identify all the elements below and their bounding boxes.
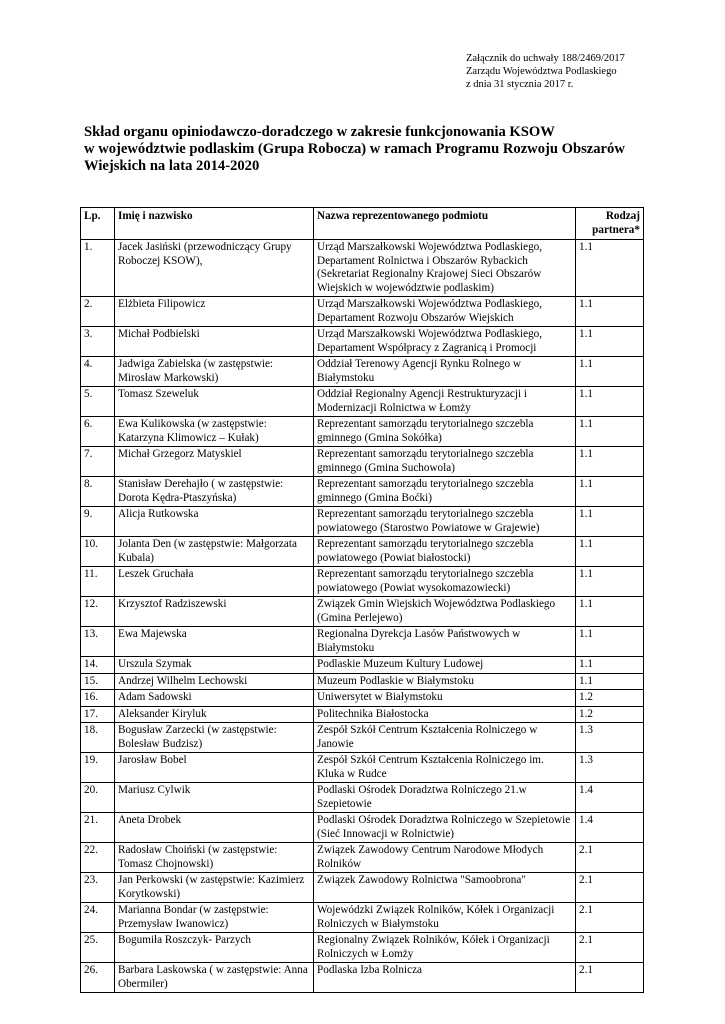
cell-entity: Politechnika Białostocka <box>314 706 576 723</box>
cell-lp: 21. <box>81 813 115 843</box>
cell-lp: 4. <box>81 357 115 387</box>
cell-name: Barbara Laskowska ( w zastępstwie: Anna Obermiler) <box>115 963 314 993</box>
cell-name: Ewa Majewska <box>115 627 314 657</box>
annex-line-2: Zarządu Województwa Podlaskiego <box>466 66 617 77</box>
header-partner-type: Rodzaj partnera* <box>576 208 644 240</box>
cell-entity: Reprezentant samorządu terytorialnego szczebla powiatowego (Starostwo Powiatowe w Grajewie) <box>314 507 576 537</box>
cell-lp: 8. <box>81 477 115 507</box>
cell-partner-type: 2.1 <box>576 963 644 993</box>
cell-entity: Urząd Marszałkowski Województwa Podlaskiego, Departament Rolnictwa i Obszarów Rybackich (Sekretariat Regionalny Krajowej Sieci Obszarów Wiejskich w województwie podlaskim) <box>314 240 576 297</box>
table-row <box>81 297 644 327</box>
cell-partner-type: 1.3 <box>576 753 644 783</box>
cell-entity: Urząd Marszałkowski Województwa Podlaskiego, Departament Rozwoju Obszarów Wiejskich <box>314 297 576 327</box>
table-row <box>81 723 644 753</box>
cell-lp: 6. <box>81 417 115 447</box>
cell-partner-type: 1.4 <box>576 783 644 813</box>
table-row <box>81 627 644 657</box>
table-row <box>81 387 644 417</box>
cell-name: Adam Sadowski <box>115 690 314 707</box>
document-title <box>84 124 654 175</box>
cell-name: Krzysztof Radziszewski <box>115 597 314 627</box>
cell-name: Elżbieta Filipowicz <box>115 297 314 327</box>
cell-name: Michał Grzegorz Matyskiel <box>115 447 314 477</box>
cell-name: Michał Podbielski <box>115 327 314 357</box>
cell-name: Radosław Choiński (w zastępstwie: Tomasz Chojnowski) <box>115 843 314 873</box>
cell-name: Mariusz Cylwik <box>115 783 314 813</box>
table-row <box>81 477 644 507</box>
table-row <box>81 657 644 674</box>
table-row <box>81 673 644 690</box>
cell-name: Ewa Kulikowska (w zastępstwie: Katarzyna Klimowicz – Kułak) <box>115 417 314 447</box>
cell-name: Bogumiła Roszczyk- Parzych <box>115 933 314 963</box>
cell-name: Aneta Drobek <box>115 813 314 843</box>
table-row <box>81 537 644 567</box>
cell-entity: Regionalna Dyrekcja Lasów Państwowych w Białymstoku <box>314 627 576 657</box>
cell-name: Jadwiga Zabielska (w zastępstwie: Mirosław Markowski) <box>115 357 314 387</box>
annex-line-3: z dnia 31 stycznia 2017 r. <box>466 79 574 90</box>
cell-partner-type: 1.2 <box>576 690 644 707</box>
cell-name: Urszula Szymak <box>115 657 314 674</box>
cell-lp: 3. <box>81 327 115 357</box>
cell-partner-type: 1.1 <box>576 673 644 690</box>
cell-name: Jolanta Den (w zastępstwie: Małgorzata Kubala) <box>115 537 314 567</box>
cell-entity: Reprezentant samorządu terytorialnego szczebla powiatowego (Powiat wysokomazowiecki) <box>314 567 576 597</box>
cell-partner-type: 1.1 <box>576 477 644 507</box>
table-row <box>81 903 644 933</box>
table-row <box>81 327 644 357</box>
cell-entity: Zespół Szkół Centrum Kształcenia Rolniczego w Janowie <box>314 723 576 753</box>
cell-partner-type: 2.1 <box>576 903 644 933</box>
cell-entity: Związek Gmin Wiejskich Województwa Podlaskiego (Gmina Perlejewo) <box>314 597 576 627</box>
cell-entity: Oddział Regionalny Agencji Restrukturyzacji i Modernizacji Rolnictwa w Łomży <box>314 387 576 417</box>
cell-name: Jacek Jasiński (przewodniczący Grupy Roboczej KSOW), <box>115 240 314 297</box>
cell-lp: 11. <box>81 567 115 597</box>
cell-partner-type: 1.2 <box>576 706 644 723</box>
cell-lp: 24. <box>81 903 115 933</box>
title-line-1: Skład organu opiniodawczo-doradczego w zakresie funkcjonowania KSOW <box>84 124 555 140</box>
cell-entity: Podlaski Ośrodek Doradztwa Rolniczego 21.w Szepietowie <box>314 783 576 813</box>
cell-partner-type: 1.1 <box>576 597 644 627</box>
cell-entity: Zespół Szkół Centrum Kształcenia Rolniczego im. Kluka w Rudce <box>314 753 576 783</box>
header-name: Imię i nazwisko <box>115 208 314 240</box>
table-row <box>81 240 644 297</box>
cell-lp: 5. <box>81 387 115 417</box>
cell-lp: 1. <box>81 240 115 297</box>
title-line-2: w województwie podlaskim (Grupa Robocza) w ramach Programu Rozwoju Obszarów <box>84 141 625 157</box>
cell-name: Aleksander Kiryluk <box>115 706 314 723</box>
table-header-row <box>81 208 644 240</box>
cell-entity: Podlaskie Muzeum Kultury Ludowej <box>314 657 576 674</box>
cell-entity: Podlaska Izba Rolnicza <box>314 963 576 993</box>
annex-line-1: Załącznik do uchwały 188/2469/2017 <box>466 53 625 64</box>
cell-partner-type: 1.1 <box>576 240 644 297</box>
cell-entity: Muzeum Podlaskie w Białymstoku <box>314 673 576 690</box>
cell-partner-type: 1.1 <box>576 327 644 357</box>
cell-lp: 19. <box>81 753 115 783</box>
cell-lp: 15. <box>81 673 115 690</box>
table-row <box>81 507 644 537</box>
cell-partner-type: 1.3 <box>576 723 644 753</box>
cell-name: Andrzej Wilhelm Lechowski <box>115 673 314 690</box>
cell-partner-type: 2.1 <box>576 873 644 903</box>
table-body <box>81 240 644 993</box>
cell-partner-type: 2.1 <box>576 843 644 873</box>
cell-partner-type: 1.4 <box>576 813 644 843</box>
cell-entity: Reprezentant samorządu terytorialnego szczebla gminnego (Gmina Suchowola) <box>314 447 576 477</box>
cell-entity: Związek Zawodowy Rolnictwa "Samoobrona" <box>314 873 576 903</box>
cell-partner-type: 1.1 <box>576 627 644 657</box>
title-line-3: Wiejskich na lata 2014-2020 <box>84 158 260 174</box>
table-row <box>81 567 644 597</box>
cell-partner-type: 1.1 <box>576 447 644 477</box>
cell-lp: 10. <box>81 537 115 567</box>
cell-entity: Związek Zawodowy Centrum Narodowe Młodych Rolników <box>314 843 576 873</box>
cell-entity: Wojewódzki Związek Rolników, Kółek i Organizacji Rolniczych w Białymstoku <box>314 903 576 933</box>
cell-partner-type: 1.1 <box>576 507 644 537</box>
cell-partner-type: 2.1 <box>576 933 644 963</box>
cell-entity: Regionalny Związek Rolników, Kółek i Organizacji Rolniczych w Łomży <box>314 933 576 963</box>
table-row <box>81 813 644 843</box>
table-row <box>81 963 644 993</box>
members-table <box>80 207 644 993</box>
cell-lp: 16. <box>81 690 115 707</box>
cell-entity: Reprezentant samorządu terytorialnego szczebla gminnego (Gmina Boćki) <box>314 477 576 507</box>
cell-name: Stanisław Derehajło ( w zastępstwie: Dorota Kędra-Ptaszyńska) <box>115 477 314 507</box>
cell-lp: 13. <box>81 627 115 657</box>
cell-entity: Reprezentant samorządu terytorialnego szczebla gminnego (Gmina Sokółka) <box>314 417 576 447</box>
cell-entity: Podlaski Ośrodek Doradztwa Rolniczego w Szepietowie (Sieć Innowacji w Rolnictwie) <box>314 813 576 843</box>
table-row <box>81 417 644 447</box>
cell-name: Tomasz Szeweluk <box>115 387 314 417</box>
cell-partner-type: 1.1 <box>576 387 644 417</box>
cell-lp: 17. <box>81 706 115 723</box>
cell-lp: 2. <box>81 297 115 327</box>
table-row <box>81 753 644 783</box>
table-row <box>81 447 644 477</box>
cell-partner-type: 1.1 <box>576 537 644 567</box>
cell-lp: 12. <box>81 597 115 627</box>
annex-note <box>466 52 625 91</box>
header-entity: Nazwa reprezentowanego podmiotu <box>314 208 576 240</box>
cell-lp: 20. <box>81 783 115 813</box>
cell-entity: Urząd Marszałkowski Województwa Podlaskiego, Departament Współpracy z Zagranicą i Promocji <box>314 327 576 357</box>
cell-partner-type: 1.1 <box>576 657 644 674</box>
cell-name: Jarosław Bobel <box>115 753 314 783</box>
cell-name: Bogusław Zarzecki (w zastępstwie: Bolesław Budzisz) <box>115 723 314 753</box>
cell-lp: 14. <box>81 657 115 674</box>
cell-partner-type: 1.1 <box>576 567 644 597</box>
cell-lp: 22. <box>81 843 115 873</box>
cell-lp: 26. <box>81 963 115 993</box>
table-row <box>81 706 644 723</box>
cell-entity: Oddział Terenowy Agencji Rynku Rolnego w Białymstoku <box>314 357 576 387</box>
cell-partner-type: 1.1 <box>576 357 644 387</box>
cell-name: Alicja Rutkowska <box>115 507 314 537</box>
table-row <box>81 690 644 707</box>
cell-name: Jan Perkowski (w zastępstwie: Kazimierz Korytkowski) <box>115 873 314 903</box>
cell-entity: Uniwersytet w Białymstoku <box>314 690 576 707</box>
cell-lp: 25. <box>81 933 115 963</box>
cell-lp: 23. <box>81 873 115 903</box>
cell-lp: 7. <box>81 447 115 477</box>
cell-name: Marianna Bondar (w zastępstwie: Przemysław Iwanowicz) <box>115 903 314 933</box>
cell-name: Leszek Gruchała <box>115 567 314 597</box>
table-row <box>81 933 644 963</box>
table-row <box>81 357 644 387</box>
table-row <box>81 873 644 903</box>
table-row <box>81 597 644 627</box>
table-row <box>81 843 644 873</box>
cell-partner-type: 1.1 <box>576 417 644 447</box>
table-row <box>81 783 644 813</box>
cell-lp: 9. <box>81 507 115 537</box>
cell-lp: 18. <box>81 723 115 753</box>
cell-entity: Reprezentant samorządu terytorialnego szczebla powiatowego (Powiat białostocki) <box>314 537 576 567</box>
header-lp: Lp. <box>81 208 115 240</box>
cell-partner-type: 1.1 <box>576 297 644 327</box>
